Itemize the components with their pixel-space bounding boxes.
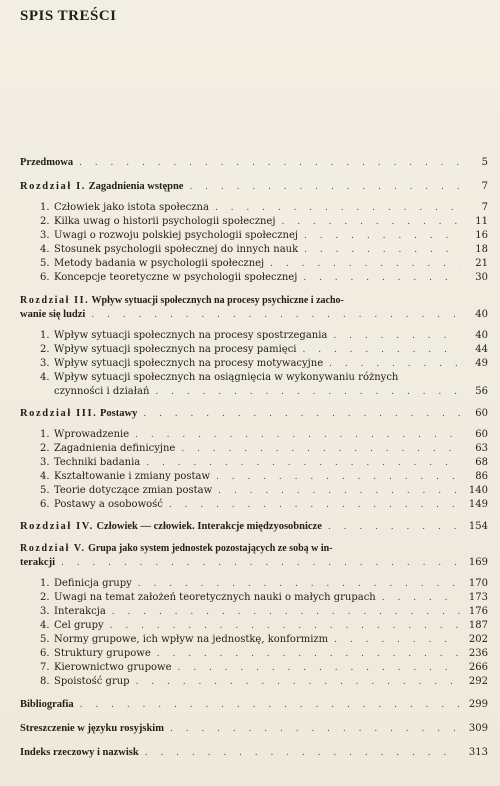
toc-entry-streszczenie xyxy=(20,722,488,736)
toc-section xyxy=(40,215,488,229)
dot-leader xyxy=(145,746,460,760)
toc-entry-bibliografia xyxy=(20,698,488,712)
section-number: 6. xyxy=(40,272,50,283)
dot-leader xyxy=(61,556,460,570)
toc-section xyxy=(40,591,488,605)
section-title: Zagadnienia definicyjne xyxy=(54,443,176,454)
chapter-title-line1: Wpływ sytuacji społecznych na procesy psychiczne i zacho- xyxy=(91,295,344,306)
entry-page: 68 xyxy=(475,457,488,468)
section-title: Wpływ sytuacji społecznych na procesy motywacyjne xyxy=(54,358,324,369)
dot-leader xyxy=(170,722,460,736)
section-title: Teorie dotyczące zmian postaw xyxy=(54,485,213,496)
toc-section xyxy=(40,442,488,456)
section-title: Wpływ sytuacji społecznych na procesy spostrzegania xyxy=(54,330,328,341)
section-title: Techniki badania xyxy=(54,457,141,468)
section-title: Normy grupowe, ich wpływ na jednostkę, konformizm xyxy=(54,634,329,645)
toc-section xyxy=(54,385,488,399)
toc-section xyxy=(40,619,488,633)
entry-page: 176 xyxy=(468,606,488,617)
entry-page: 60 xyxy=(475,429,488,440)
section-number: 2. xyxy=(40,344,50,355)
entry-title: Bibliografia xyxy=(20,699,74,710)
toc-section xyxy=(40,229,488,243)
toc-section xyxy=(40,605,488,619)
toc-section xyxy=(40,484,488,498)
section-title: czynności i działań xyxy=(54,386,150,397)
toc-section xyxy=(40,456,488,470)
entry-page: 154 xyxy=(468,521,488,532)
chapter-title: terakcji xyxy=(20,557,55,568)
entry-page: 40 xyxy=(475,309,488,320)
entry-page: 63 xyxy=(475,443,488,454)
toc-section xyxy=(40,675,488,689)
entry-page: 170 xyxy=(468,578,488,589)
section-number: 4. xyxy=(40,620,50,631)
toc-section xyxy=(40,470,488,484)
toc-section xyxy=(40,201,488,215)
toc-section xyxy=(40,257,488,271)
toc-section-line1 xyxy=(40,371,488,385)
entry-page: 173 xyxy=(468,592,488,603)
dot-leader xyxy=(138,577,460,591)
entry-page: 40 xyxy=(475,330,488,341)
dot-leader xyxy=(303,343,460,357)
section-title: Kilka uwag o historii psychologii społecznej xyxy=(54,216,276,227)
dot-leader xyxy=(178,661,461,675)
chapter-label: Rozdział V. xyxy=(20,543,86,554)
entry-page: 149 xyxy=(468,499,488,510)
toc-section xyxy=(40,357,488,371)
chapter-label: Rozdział IV. xyxy=(20,521,94,532)
chapter-title-line1: Grupa jako system jednostek pozostających ze sobą w in- xyxy=(88,543,333,554)
section-title: Cel grupy xyxy=(54,620,104,631)
entry-page: 11 xyxy=(475,216,488,227)
dot-leader xyxy=(155,385,460,399)
section-number: 4. xyxy=(40,244,50,255)
section-number: 8. xyxy=(40,676,50,687)
dot-leader xyxy=(135,428,460,442)
section-title: Koncepcje teoretyczne w psychologii społecznej xyxy=(54,272,298,283)
dot-leader xyxy=(112,605,460,619)
toc-section xyxy=(40,661,488,675)
dot-leader xyxy=(328,520,460,534)
section-title: Spoistość grup xyxy=(54,676,130,687)
toc-chapter-5 xyxy=(20,556,488,570)
section-number: 5. xyxy=(40,634,50,645)
toc-chapter-2-line1 xyxy=(20,294,488,308)
chapter-title: Postawy xyxy=(100,408,138,419)
section-title: Kształtowanie i zmiany postaw xyxy=(54,471,211,482)
section-number: 4. xyxy=(40,372,50,383)
entry-title: Przedmowa xyxy=(20,157,74,168)
section-number: 6. xyxy=(40,499,50,510)
dot-leader xyxy=(143,407,460,421)
dot-leader xyxy=(281,215,460,229)
section-number: 3. xyxy=(40,358,50,369)
dot-leader xyxy=(334,633,460,647)
section-number: 7. xyxy=(40,662,50,673)
dot-leader xyxy=(270,257,460,271)
section-number: 1. xyxy=(40,578,50,589)
section-number: 5. xyxy=(40,258,50,269)
section-number: 6. xyxy=(40,648,50,659)
toc-chapter-3 xyxy=(20,407,488,421)
toc-section xyxy=(40,343,488,357)
dot-leader xyxy=(136,675,460,689)
entry-page: 86 xyxy=(475,471,488,482)
section-title: Metody badania w psychologii społecznej xyxy=(54,258,265,269)
dot-leader xyxy=(329,357,460,371)
entry-page: 30 xyxy=(475,272,488,283)
dot-leader xyxy=(215,201,460,215)
dot-leader xyxy=(304,229,460,243)
section-number: 3. xyxy=(40,230,50,241)
dot-leader xyxy=(91,308,460,322)
toc-section xyxy=(40,428,488,442)
entry-page: 202 xyxy=(468,634,488,645)
page-title: SPIS TREŚCI xyxy=(20,8,117,24)
section-title: Postawy a osobowość xyxy=(54,499,163,510)
dot-leader xyxy=(382,591,460,605)
dot-leader xyxy=(218,484,460,498)
entry-page: 299 xyxy=(468,699,488,710)
dot-leader xyxy=(333,329,460,343)
entry-page: 44 xyxy=(475,344,488,355)
entry-title: Streszczenie w języku rosyjskim xyxy=(20,723,164,734)
dot-leader xyxy=(304,243,460,257)
entry-page: 5 xyxy=(481,157,488,168)
chapter-title: wanie się ludzi xyxy=(20,309,86,320)
section-number: 1. xyxy=(40,429,50,440)
dot-leader xyxy=(189,180,460,194)
chapter-label: Rozdział III. xyxy=(20,408,98,419)
section-number: 1. xyxy=(40,202,50,213)
section-title: Uwagi na temat założeń teoretycznych nauki o małych grupach xyxy=(54,592,376,603)
section-number: 4. xyxy=(40,471,50,482)
section-title: Kierownictwo grupowe xyxy=(54,662,172,673)
entry-page: 7 xyxy=(481,181,488,192)
dot-leader xyxy=(80,698,460,712)
dot-leader xyxy=(216,470,460,484)
section-title: Człowiek jako istota społeczna xyxy=(54,202,209,213)
entry-page: 16 xyxy=(475,230,488,241)
toc-chapter-5-line1 xyxy=(20,542,488,556)
section-number: 5. xyxy=(40,485,50,496)
chapter-label: Rozdział I. xyxy=(20,181,87,192)
section-title: Stosunek psychologii społecznej do innych nauk xyxy=(54,244,299,255)
entry-page: 21 xyxy=(475,258,488,269)
toc-section xyxy=(40,329,488,343)
dot-leader xyxy=(110,619,460,633)
section-title: Interakcja xyxy=(54,606,106,617)
section-title: Wprowadzenie xyxy=(54,429,130,440)
entry-page: 187 xyxy=(468,620,488,631)
toc-section xyxy=(40,647,488,661)
toc-section xyxy=(40,577,488,591)
section-number: 3. xyxy=(40,457,50,468)
toc-chapter-2 xyxy=(20,308,488,322)
toc-section xyxy=(40,633,488,647)
entry-page: 266 xyxy=(468,662,488,673)
section-number: 2. xyxy=(40,443,50,454)
entry-page: 292 xyxy=(468,676,488,687)
toc-chapter-4 xyxy=(20,520,488,534)
dot-leader xyxy=(146,456,460,470)
entry-page: 56 xyxy=(475,386,488,397)
entry-page: 309 xyxy=(468,723,488,734)
toc-section xyxy=(40,271,488,285)
entry-page: 7 xyxy=(481,202,488,213)
section-number: 3. xyxy=(40,606,50,617)
section-number: 2. xyxy=(40,592,50,603)
entry-page: 60 xyxy=(475,408,488,419)
toc-entry-indeks xyxy=(20,746,488,760)
entry-title: Indeks rzeczowy i nazwisk xyxy=(20,747,139,758)
section-title: Definicja grupy xyxy=(54,578,132,589)
entry-page: 313 xyxy=(468,747,488,758)
dot-leader xyxy=(79,156,460,170)
section-title: Uwagi o rozwoju polskiej psychologii społecznej xyxy=(54,230,298,241)
section-number: 2. xyxy=(40,216,50,227)
entry-page: 236 xyxy=(468,648,488,659)
toc-entry-przedmowa xyxy=(20,156,488,170)
toc-section xyxy=(40,498,488,512)
toc-chapter-1 xyxy=(20,180,488,194)
chapter-title: Człowiek — człowiek. Interakcje międzyosobnicze xyxy=(96,521,322,532)
chapter-title: Zagadnienia wstępne xyxy=(88,181,184,192)
section-title: Wpływ sytuacji społecznych na procesy pamięci xyxy=(54,344,297,355)
entry-page: 140 xyxy=(468,485,488,496)
entry-page: 169 xyxy=(468,557,488,568)
toc-section xyxy=(40,243,488,257)
chapter-label: Rozdział II. xyxy=(20,295,90,306)
dot-leader xyxy=(169,498,460,512)
entry-page: 18 xyxy=(475,244,488,255)
entry-page: 49 xyxy=(475,358,488,369)
dot-leader xyxy=(303,271,460,285)
section-title-line1: Wpływ sytuacji społecznych na osiągnięcia w wykonywaniu różnych xyxy=(54,372,399,383)
dot-leader xyxy=(181,442,460,456)
dot-leader xyxy=(157,647,460,661)
section-title: Struktury grupowe xyxy=(54,648,151,659)
section-number: 1. xyxy=(40,330,50,341)
